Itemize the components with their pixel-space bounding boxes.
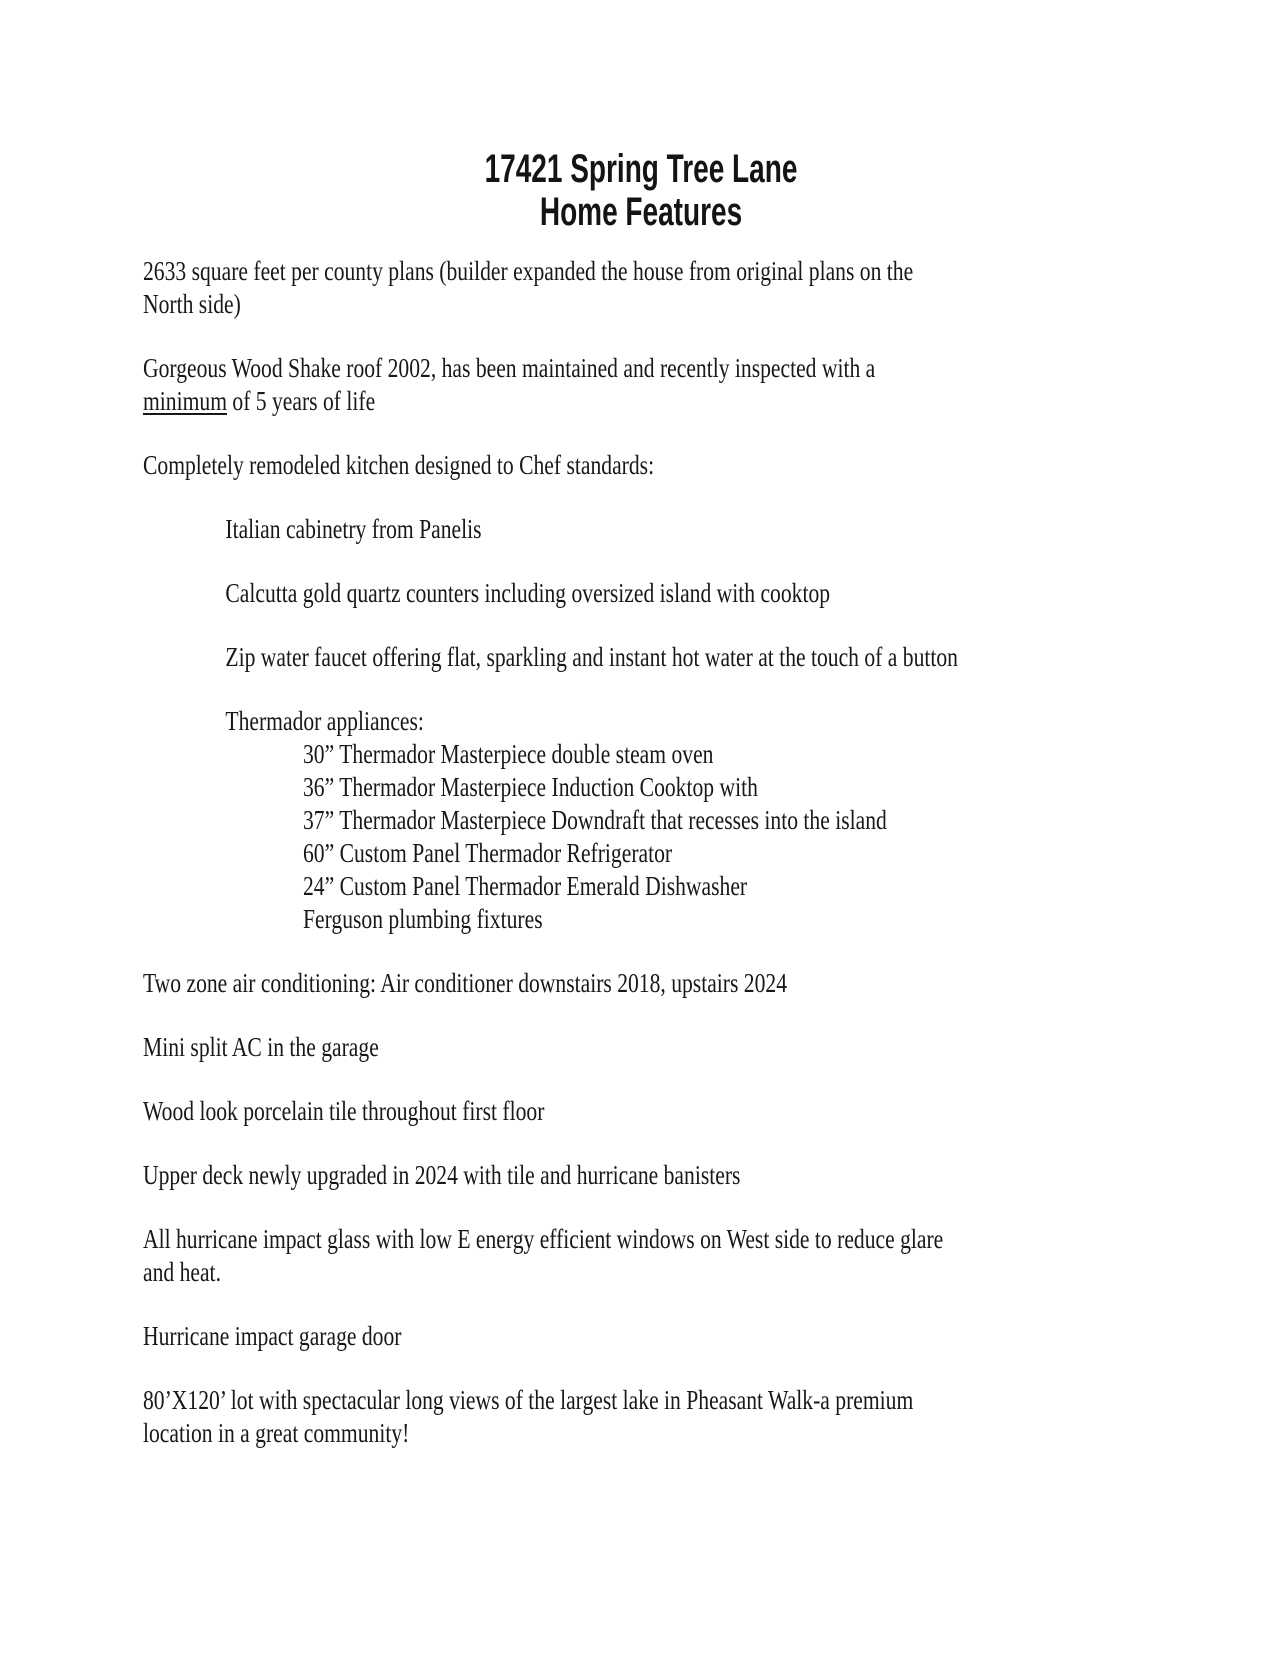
paragraph-impact-glass <box>143 1223 1139 1289</box>
appliance-item: 36” Thermador Masterpiece Induction Cooktop with <box>303 772 758 802</box>
text-line: North side) <box>143 289 241 319</box>
appliance-item: 60” Custom Panel Thermador Refrigerator <box>303 838 673 868</box>
text-line: Italian cabinetry from Panelis <box>225 514 482 544</box>
paragraph-roof <box>143 352 1139 418</box>
text-line: Upper deck newly upgraded in 2024 with tile and hurricane banisters <box>143 1160 741 1190</box>
paragraph-mini-split-ac <box>143 1031 1139 1064</box>
paragraph-upper-deck <box>143 1159 1139 1192</box>
appliance-item: 30” Thermador Masterpiece double steam oven <box>303 739 714 769</box>
paragraph-two-zone-ac <box>143 967 1139 1000</box>
text-line: Mini split AC in the garage <box>143 1032 379 1062</box>
text-line: Gorgeous Wood Shake roof 2002, has been maintained and recently inspected with a <box>143 353 876 383</box>
document-content <box>143 148 1139 1481</box>
text-line: Hurricane impact garage door <box>143 1321 402 1351</box>
text-after-underline: of 5 years of life <box>227 386 376 416</box>
text-line: 2633 square feet per county plans (builder expanded the house from original plans on the <box>143 256 914 286</box>
appliances-heading: Thermador appliances: <box>225 706 424 736</box>
paragraph-lot-views <box>143 1384 1139 1450</box>
text-line: Zip water faucet offering flat, sparkling and instant hot water at the touch of a button <box>225 642 958 672</box>
text-line: location in a great community! <box>143 1418 410 1448</box>
text-line: Wood look porcelain tile throughout first floor <box>143 1096 545 1126</box>
text-line: 80’X120’ lot with spectacular long views of the largest lake in Pheasant Walk-a premium <box>143 1385 914 1415</box>
title-line-subtitle: Home Features <box>539 190 743 234</box>
text-line: Calcutta gold quartz counters including oversized island with cooktop <box>225 578 831 608</box>
document-title <box>205 148 1077 234</box>
paragraph-porcelain-tile <box>143 1095 1139 1128</box>
paragraph-square-footage <box>143 255 1139 321</box>
appliance-item: 37” Thermador Masterpiece Downdraft that recesses into the island <box>303 805 887 835</box>
text-line: and heat. <box>143 1257 221 1287</box>
paragraph-italian-cabinetry <box>143 513 1139 546</box>
paragraph-quartz-counters <box>143 577 1139 610</box>
text-line: Completely remodeled kitchen designed to Chef standards: <box>143 450 655 480</box>
paragraph-zip-water-faucet <box>143 641 1139 674</box>
text-line <box>143 385 1139 418</box>
paragraph-garage-door <box>143 1320 1139 1353</box>
appliance-item: Ferguson plumbing fixtures <box>303 904 543 934</box>
text-line: All hurricane impact glass with low E energy efficient windows on West side to reduce glare <box>143 1224 944 1254</box>
title-line-address: 17421 Spring Tree Lane <box>484 147 798 191</box>
appliance-item: 24” Custom Panel Thermador Emerald Dishwasher <box>303 871 748 901</box>
paragraph-thermador-appliances <box>143 705 1139 936</box>
text-line: Two zone air conditioning: Air conditioner downstairs 2018, upstairs 2024 <box>143 968 787 998</box>
paragraph-kitchen-remodel <box>143 449 1139 482</box>
underlined-word: minimum <box>143 386 228 416</box>
